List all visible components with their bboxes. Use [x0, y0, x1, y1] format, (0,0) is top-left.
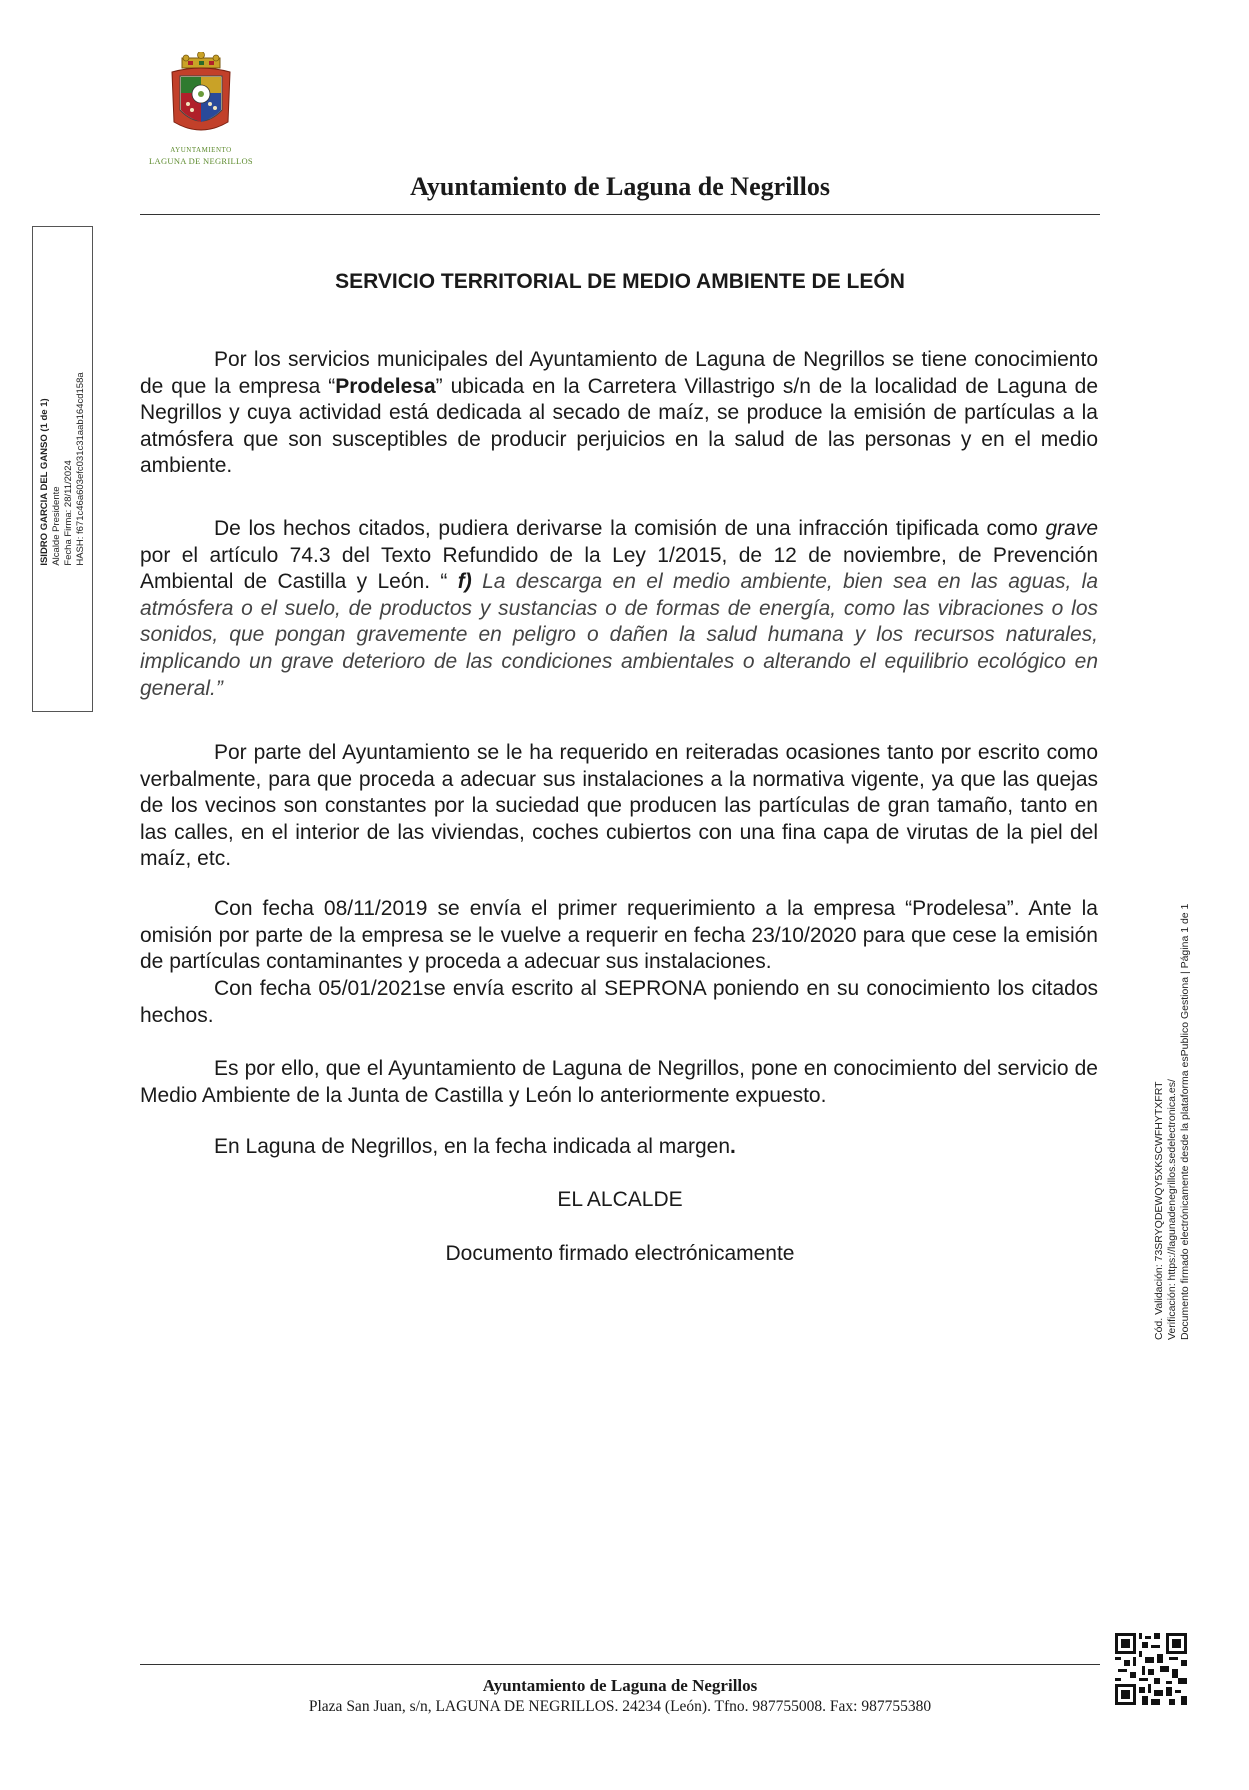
signature-text: [39, 372, 87, 565]
document-subject: SERVICIO TERRITORIAL DE MEDIO AMBIENTE DE LEÓN: [335, 270, 905, 293]
footer-divider: [140, 1664, 1100, 1665]
signoff-title: EL ALCALDE: [557, 1188, 683, 1211]
signer-name: ISIDRO GARCIA DEL GANSO (1 de 1): [38, 398, 50, 566]
header-divider: [140, 214, 1100, 215]
paragraph-5: Con fecha 05/01/2021se envía escrito al SEPRONA poniendo en su conocimiento los citados hechos.: [140, 977, 1098, 1027]
municipal-logo: [136, 52, 266, 170]
company-name: Prodelesa: [335, 374, 436, 398]
signature-box: [32, 226, 93, 712]
paragraph-3: Por parte del Ayuntamiento se le ha requerido en reiteradas ocasiones tanto por escrito como verbalmente, para que proceda a adecuar sus instalaciones a la normativa vigente, ya que las quejas de los vecinos son constantes por la suciedad que producen las partículas de gran tamaño, tanto en las calles, en el interior de las viviendas, coches cubiertos con una fina capa de virutas de la piel del maíz, etc.: [140, 741, 1098, 871]
validation-code: Cód. Validación: 73SRYQDEWQY5XKSCWFHYTXFRT: [1153, 1081, 1165, 1340]
paragraph-1: [140, 347, 1098, 480]
footer-address: Plaza San Juan, s/n, LAGUNA DE NEGRILLOS. 24234 (León). Tfno. 987755008. Fax: 987755380: [308, 1698, 932, 1715]
validation-text: [1153, 904, 1192, 1340]
signer-role: Alcalde Presidente: [50, 486, 62, 566]
signature-date: Fecha Firma: 28/11/2024: [62, 460, 74, 566]
platform-note: Documento firmado electrónicamente desde la plataforma esPublico Gestiona | Página 1 de 1: [1179, 903, 1191, 1340]
closing-period: .: [730, 1135, 736, 1158]
legal-quote: La descarga en el medio ambiente, bien sea en las aguas, la atmósfera o el suelo, de productos y sustancias o de formas de energía, como las vibraciones o los sonidos, que pongan gravemente en peligro o dañen la salud humana y los recursos naturales, implicando un grave deterioro de las condiciones ambientales o alterando el equilibrio ecológico en general.”: [140, 570, 1098, 700]
paragraph-2-text-b: por el artículo 74.3 del Texto Refundido de la Ley 1/2015, de 12 de noviembre, de Prevención Ambiental de Castilla y León. “: [140, 543, 1098, 594]
page-title: Ayuntamiento de Laguna de Negrillos: [410, 172, 830, 201]
infraction-grade: grave: [1045, 517, 1098, 540]
logo-caption-top: AYUNTAMIENTO: [170, 146, 232, 154]
qr-code-icon: [1115, 1633, 1187, 1705]
paragraph-4: Con fecha 08/11/2019 se envía el primer requerimiento a la empresa “Prodelesa”. Ante la omisión por parte de la empresa se le vuelve a requerir en fecha 23/10/2020 para que cese la emisión de partículas contaminantes y proceda a adecuar sus instalaciones.: [140, 897, 1098, 974]
electronic-signature-note: Documento firmado electrónicamente: [445, 1242, 795, 1265]
paragraph-6: Es por ello, que el Ayuntamiento de Laguna de Negrillos, pone en conocimiento del servicio de Medio Ambiente de la Junta de Castilla y León lo anteriormente expuesto.: [140, 1057, 1098, 1107]
paragraph-1-text-a: Por los servicios municipales del Ayuntamiento de Laguna de Negrillos se tiene conocimiento de que la empresa “: [140, 348, 1098, 398]
article-letter: f): [457, 570, 472, 594]
coat-of-arms-icon: [166, 52, 236, 144]
logo-caption-bottom: LAGUNA DE NEGRILLOS: [149, 156, 253, 166]
paragraph-2-text-a: De los hechos citados, pudiera derivarse la comisión de una infracción tipificada como: [214, 517, 1046, 540]
verification-url[interactable]: Verificación: https://lagunadenegrillos.sedelectronica.es/: [1166, 1079, 1178, 1340]
paragraph-7: [140, 1134, 1098, 1161]
paragraph-1-text-b: ” ubicada en la Carretera Villastrigo s/n de la localidad de Laguna de Negrillos y cuya actividad está dedicada al secado de maíz, se produce la emisión de partículas a la atmósfera que son susceptibles de producir perjuicios en la salud de las personas y en el medio ambiente.: [140, 374, 1098, 478]
closing-place-date: En Laguna de Negrillos, en la fecha indicada al margen: [214, 1135, 731, 1158]
signature-hash: HASH: f671c46a603efc031c31aab164cd158a: [74, 372, 86, 566]
footer-organization: Ayuntamiento de Laguna de Negrillos: [482, 1676, 758, 1695]
paragraph-2: [140, 516, 1098, 702]
